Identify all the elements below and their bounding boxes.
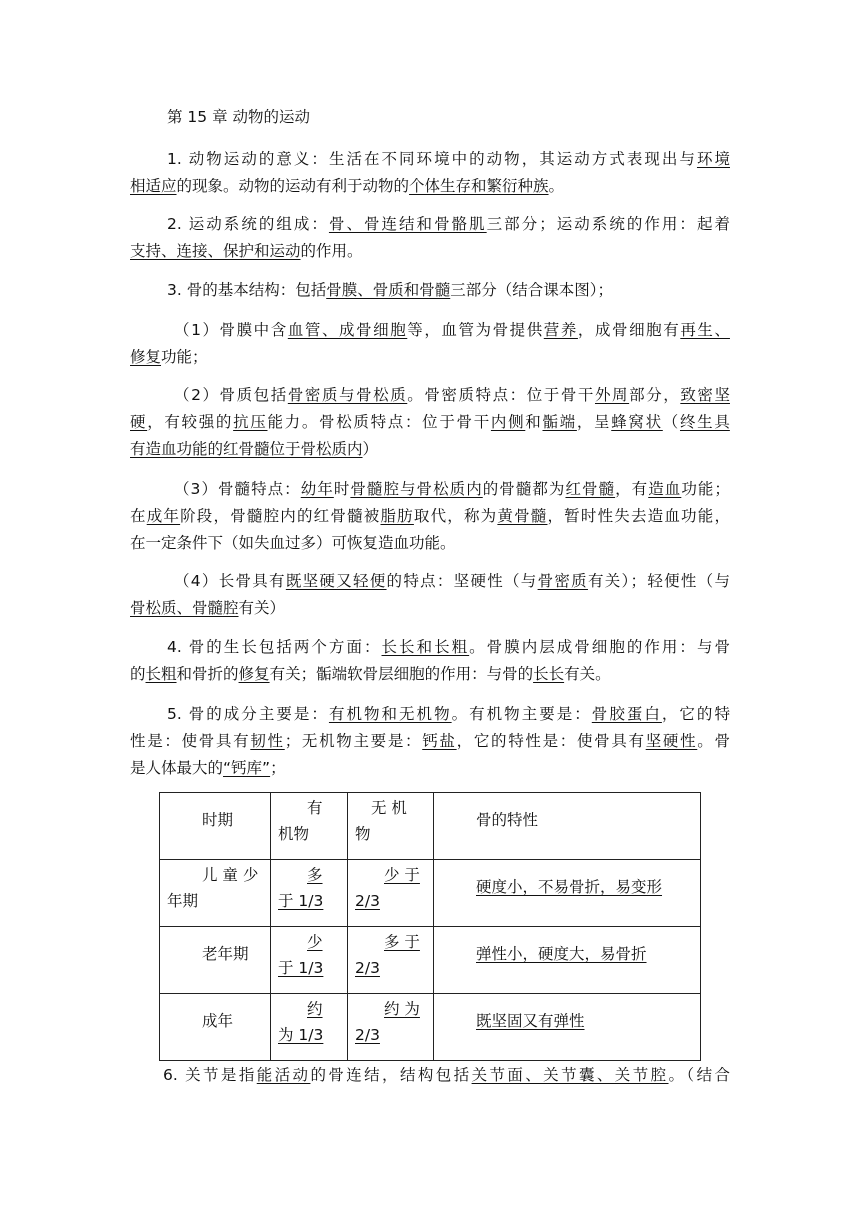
cell-organic — [271, 994, 348, 1061]
cell-organic-line-1: 约 — [307, 1000, 323, 1018]
table-header-row — [160, 793, 701, 860]
paragraph-4-line-2: 修复功能； — [130, 348, 208, 366]
paragraph-2-line-2: 支持、连接、保护和运动的作用。 — [130, 242, 363, 260]
cell-organic-line-1: 少 — [307, 933, 323, 951]
cell-inorganic — [348, 927, 434, 994]
cell-property-text: 硬度小，不易骨折，易变形 — [476, 878, 663, 896]
paragraph-1-line-2: 相适应的现象。动物的运动有利于动物的个体生存和繁衍种族。 — [130, 177, 565, 195]
cell-inorganic-line-2: 2/3 — [355, 892, 380, 910]
header-label-organic-2: 机物 — [278, 825, 310, 843]
paragraph-6-line-1: （3）骨髓特点：幼年时骨髓腔与骨松质内的骨髓都为红骨髓，有造血功能； — [174, 480, 730, 498]
paragraph-6-line-3: 在一定条件下（如失血过多）可恢复造血功能。 — [130, 534, 456, 552]
paragraph-8-line-2: 的长粗和骨折的修复有关；骺端软骨层细胞的作用：与骨的长长有关。 — [130, 665, 611, 683]
header-cell-inorganic — [348, 793, 434, 860]
cell-period — [160, 994, 271, 1061]
paragraph-6-line-2: 在成年阶段，骨髓腔内的红骨髓被脂肪取代，称为黄骨髓，暂时性失去造血功能， — [130, 507, 730, 525]
cell-organic-line-2: 为 1/3 — [278, 1026, 324, 1044]
paragraph-10-line-1: 6. 关节是指能活动的骨连结，结构包括关节面、关节囊、关节腔。（结合 — [163, 1066, 730, 1084]
paragraph-7-line-1: （4）长骨具有既坚硬又轻便的特点：坚硬性（与骨密质有关）；轻便性（与 — [174, 572, 730, 590]
header-cell-property — [434, 793, 701, 860]
cell-property — [434, 860, 701, 927]
cell-period — [160, 927, 271, 994]
header-label-period: 时期 — [202, 811, 234, 829]
cell-organic — [271, 860, 348, 927]
cell-inorganic-line-1: 多 于 — [384, 933, 420, 951]
header-label-inorganic-1: 无 机 — [371, 799, 407, 817]
chapter-title: 第 15 章 动物的运动 — [167, 108, 311, 126]
cell-property-text: 既坚固又有弹性 — [476, 1012, 585, 1030]
header-label-organic-1: 有 — [307, 799, 323, 817]
cell-period-line-1: 成年 — [202, 1012, 234, 1030]
header-cell-organic — [271, 793, 348, 860]
paragraph-5-line-3: 有造血功能的红骨髓位于骨松质内） — [130, 440, 379, 458]
paragraph-5-line-2: 硬，有较强的抗压能力。骨松质特点：位于骨干内侧和骺端，呈蜂窝状（终生具 — [130, 413, 730, 431]
cell-property — [434, 994, 701, 1061]
cell-property — [434, 927, 701, 994]
cell-inorganic-line-1: 少 于 — [384, 866, 420, 884]
paragraph-9-line-2: 性是：使骨具有韧性；无机物主要是：钙盐，它的特性是：使骨具有坚硬性。骨 — [130, 732, 730, 750]
cell-inorganic — [348, 994, 434, 1061]
cell-organic-line-1: 多 — [307, 866, 323, 884]
table-row — [160, 994, 701, 1061]
paragraph-8-line-1: 4. 骨的生长包括两个方面：长长和长粗。骨膜内层成骨细胞的作用：与骨 — [167, 638, 730, 656]
paragraph-5-line-1: （2）骨质包括骨密质与骨松质。骨密质特点：位于骨干外周部分，致密坚 — [174, 386, 730, 404]
paragraph-4-line-1: （1）骨膜中含血管、成骨细胞等，血管为骨提供营养，成骨细胞有再生、 — [174, 321, 730, 339]
paragraph-2-line-1: 2. 运动系统的组成：骨、骨连结和骨骼肌三部分；运动系统的作用：起着 — [167, 215, 730, 233]
cell-organic — [271, 927, 348, 994]
bone-composition-table — [159, 792, 701, 1061]
paragraph-9-line-3: 是人体最大的“钙库”； — [130, 759, 286, 777]
table-row — [160, 927, 701, 994]
cell-inorganic-line-2: 2/3 — [355, 959, 380, 977]
cell-period-line-2: 年期 — [167, 892, 199, 910]
paragraph-3-line-1: 3. 骨的基本结构：包括骨膜、骨质和骨髓三部分（结合课本图）； — [167, 281, 613, 299]
cell-organic-line-2: 于 1/3 — [278, 892, 324, 910]
paragraph-7-line-2: 骨松质、骨髓腔有关） — [130, 599, 286, 617]
header-cell-period — [160, 793, 271, 860]
table-row — [160, 860, 701, 927]
cell-period-line-1: 儿 童 少 — [202, 866, 259, 884]
cell-inorganic — [348, 860, 434, 927]
cell-inorganic-line-2: 2/3 — [355, 1026, 380, 1044]
header-label-inorganic-2: 物 — [355, 825, 371, 843]
cell-property-text: 弹性小，硬度大，易骨折 — [476, 945, 647, 963]
cell-period — [160, 860, 271, 927]
paragraph-9-line-1: 5. 骨的成分主要是：有机物和无机物。有机物主要是：骨胶蛋白，它的特 — [167, 705, 730, 723]
header-label-property: 骨的特性 — [476, 811, 539, 829]
cell-period-line-1: 老年期 — [202, 945, 249, 963]
paragraph-1-line-1: 1. 动物运动的意义：生活在不同环境中的动物，其运动方式表现出与环境 — [167, 150, 730, 168]
cell-organic-line-2: 于 1/3 — [278, 959, 324, 977]
cell-inorganic-line-1: 约 为 — [384, 1000, 420, 1018]
